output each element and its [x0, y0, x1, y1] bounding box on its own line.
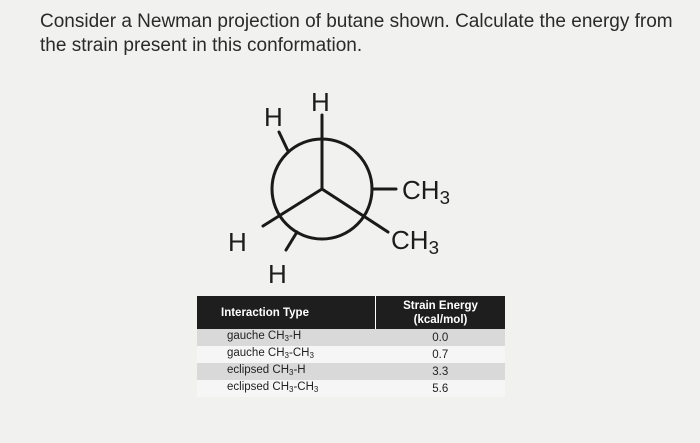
- interaction-text: eclipsed CH: [227, 364, 289, 376]
- interaction-text: -CH: [293, 381, 314, 393]
- strain-energy-table: [197, 296, 505, 397]
- ch3-upper-subscript: 3: [439, 187, 450, 209]
- ch3-upper-text: CH: [402, 175, 440, 205]
- h-left-label: H: [228, 227, 247, 257]
- table-header-row: [197, 296, 505, 329]
- strain-energy-cell: 3.3: [376, 363, 506, 380]
- subscript: 3: [289, 385, 294, 394]
- table-row: [197, 380, 505, 397]
- ch3-lower-text: CH: [391, 225, 429, 255]
- ch3-lower-label: [391, 227, 439, 258]
- interaction-type-cell: [197, 363, 376, 380]
- subscript: 3: [313, 385, 319, 394]
- subscript: 3: [309, 351, 314, 360]
- strain-energy-cell: 0.7: [376, 346, 506, 363]
- interaction-text: gauche CH: [227, 330, 285, 342]
- subscript: 3: [284, 351, 289, 360]
- h-top-right-label: H: [311, 87, 330, 117]
- interaction-text: eclipsed CH: [227, 381, 289, 393]
- question-text: Consider a Newman projection of butane shown. Calculate the energy from the strain present in this conformation.: [40, 11, 673, 56]
- rear-bond-lower-left: [286, 232, 297, 250]
- interaction-text: gauche CH: [227, 347, 285, 359]
- h-bottom-label: H: [268, 259, 287, 289]
- ch3-lower-subscript: 3: [428, 237, 439, 259]
- ch3-upper-label: [402, 177, 450, 208]
- header-strain-energy-line1: Strain Energy: [403, 299, 478, 312]
- interaction-text: -H: [293, 364, 306, 376]
- header-strain-energy: [376, 296, 506, 329]
- table-row: [197, 363, 505, 380]
- interaction-text: -H: [289, 330, 302, 342]
- interaction-type-cell: [197, 346, 376, 363]
- interaction-text: -CH: [289, 347, 310, 359]
- table-row: [197, 329, 505, 346]
- header-interaction-type: Interaction Type: [197, 296, 376, 329]
- subscript: 3: [289, 368, 294, 377]
- rear-bond-upper-left: [279, 132, 288, 151]
- subscript: 3: [284, 334, 289, 343]
- strain-energy-cell: 0.0: [376, 329, 506, 346]
- interaction-type-cell: [197, 380, 376, 397]
- table-row: [197, 346, 505, 363]
- interaction-type-cell: [197, 329, 376, 346]
- header-strain-energy-line2: (kcal/mol): [413, 313, 468, 326]
- h-top-left-label: H: [264, 102, 283, 132]
- table-body: [197, 329, 505, 397]
- strain-energy-cell: 5.6: [376, 380, 506, 397]
